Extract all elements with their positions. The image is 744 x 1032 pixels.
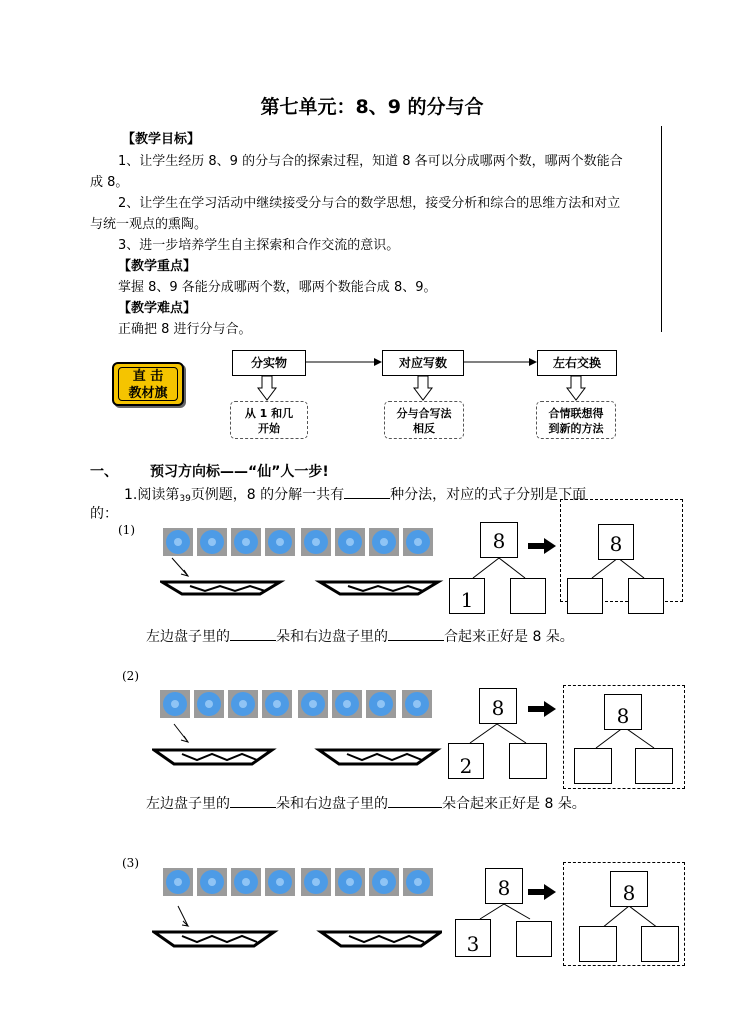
plate-right — [319, 750, 437, 764]
down-arrow-3 — [567, 376, 585, 400]
problem-2-top-box: 8 — [479, 688, 517, 724]
sentence-part-c: 合起来正好是 8 朵。 — [444, 629, 574, 645]
problem-2-answer-top: 8 — [604, 694, 642, 730]
problem-3-label: (3) — [122, 856, 139, 870]
flow-note-3-line1: 合情联想得 — [548, 407, 604, 420]
bold-right-arrow — [528, 538, 556, 554]
problem-1-answer-right[interactable] — [628, 578, 664, 614]
question-1-line2: 的： — [90, 506, 118, 522]
objective-3: 3、进一步培养学生自主探索和合作交流的意识。 — [118, 238, 400, 253]
page-title: 第七单元：8、9 的分与合 — [260, 96, 484, 118]
objective-1-line2: 成 8。 — [90, 175, 129, 190]
problem-1-sentence — [146, 626, 574, 646]
flower-row — [160, 690, 440, 722]
pointer-arrow-head — [181, 570, 188, 576]
question-1-mid: 页例题，8 的分解一共有 — [190, 487, 345, 503]
objective-2-line1: 2、让学生在学习活动中继续接受分与合的数学思想，接受分析和综合的思维方法和对立 — [118, 196, 621, 211]
sentence-part-b: 朵和右边盘子里的 — [276, 796, 388, 812]
down-arrow-2 — [414, 376, 432, 400]
question-1-blank[interactable] — [344, 498, 390, 499]
flow-note-2 — [384, 401, 464, 439]
problem-2-answer-left[interactable] — [574, 748, 612, 784]
sentence-part-c: 朵合起来正好是 8 朵。 — [442, 796, 586, 812]
blank-left-count[interactable] — [230, 807, 276, 808]
flow-step-3: 左右交换 — [537, 350, 617, 376]
flower-row — [163, 868, 438, 898]
blank-left-count[interactable] — [230, 640, 276, 641]
problem-2-label: (2) — [122, 669, 139, 683]
flow-step-2: 对应写数 — [382, 350, 464, 376]
flow-note-3-line2: 到新的方法 — [548, 422, 604, 435]
problem-3-plates — [152, 904, 442, 950]
flower-row — [163, 528, 438, 558]
down-arrow-1 — [258, 376, 276, 400]
problem-1-answer-left[interactable] — [567, 578, 603, 614]
question-1 — [124, 484, 586, 504]
problem-2-answer-right[interactable] — [635, 748, 673, 784]
question-1-suffix: 种分法，对应的式子分别是下面 — [390, 487, 587, 503]
difficulties-heading: 【教学难点】 — [118, 301, 197, 316]
problem-1-label: (1) — [118, 523, 135, 537]
sentence-part-b: 朵和右边盘子里的 — [276, 629, 388, 645]
plate-left — [154, 932, 274, 946]
plate-left — [154, 750, 272, 764]
question-1-page: 39 — [179, 494, 191, 504]
flow-arrows — [0, 0, 744, 450]
problem-2-left-box[interactable]: 2 — [448, 743, 484, 779]
flow-note-2-line2: 相反 — [413, 422, 435, 435]
flow-note-1-line2: 开始 — [258, 422, 280, 435]
problem-1-plates — [160, 556, 445, 598]
problem-1-right-box[interactable] — [510, 578, 546, 614]
question-1-prefix: 1.阅读第 — [124, 487, 180, 503]
blank-right-count[interactable] — [388, 807, 442, 808]
flow-note-1-line1: 从 1 和几 — [244, 407, 294, 420]
problem-2-sentence — [146, 793, 586, 813]
problem-1-answer-top: 8 — [598, 524, 634, 560]
problem-3-left-box[interactable]: 3 — [455, 919, 491, 957]
flow-note-3 — [536, 401, 616, 439]
objective-2-line2: 与统一观点的熏陶。 — [90, 217, 208, 232]
flow-note-1 — [230, 401, 308, 439]
problem-1-left-box[interactable]: 1 — [449, 578, 485, 614]
problem-1-top-box: 8 — [480, 522, 518, 558]
problem-3-answer-right[interactable] — [641, 926, 679, 962]
badge-line1: 直 击 — [132, 369, 164, 384]
problem-3-top-box: 8 — [485, 868, 523, 904]
problem-3-right-box[interactable] — [516, 921, 552, 957]
problem-2-flowers — [160, 690, 440, 726]
bold-right-arrow — [528, 701, 556, 717]
section-title: 预习方向标——“仙”人一步! — [150, 464, 329, 480]
bold-right-arrow — [528, 884, 556, 900]
flow-step-1: 分实物 — [232, 350, 306, 376]
problem-3-answer-left[interactable] — [579, 926, 617, 962]
objectives-heading: 【教学目标】 — [122, 132, 201, 147]
plate-right — [321, 932, 441, 946]
section-number: 一、 — [90, 464, 118, 480]
problem-3-flowers — [163, 868, 438, 902]
blank-right-count[interactable] — [388, 640, 444, 641]
key-points-text: 掌握 8、9 各能分成哪两个数，哪两个数能合成 8、9。 — [118, 280, 437, 295]
objective-1-line1: 1、让学生经历 8、9 的分与合的探索过程，知道 8 各可以分成哪两个数，哪两个数能合 — [118, 154, 623, 169]
problem-3-answer-top: 8 — [610, 871, 648, 907]
sentence-part-a: 左边盘子里的 — [146, 629, 230, 645]
plate-left — [162, 582, 280, 594]
difficulties-text: 正确把 8 进行分与合。 — [118, 322, 252, 337]
problem-2-plates — [152, 722, 442, 768]
key-points-heading: 【教学重点】 — [118, 259, 197, 274]
badge-line2: 教材旗 — [128, 386, 168, 401]
problem-2-right-box[interactable] — [509, 743, 547, 779]
plate-right — [320, 582, 438, 594]
flow-note-2-line1: 分与合写法 — [396, 407, 452, 420]
sentence-part-a: 左边盘子里的 — [146, 796, 230, 812]
